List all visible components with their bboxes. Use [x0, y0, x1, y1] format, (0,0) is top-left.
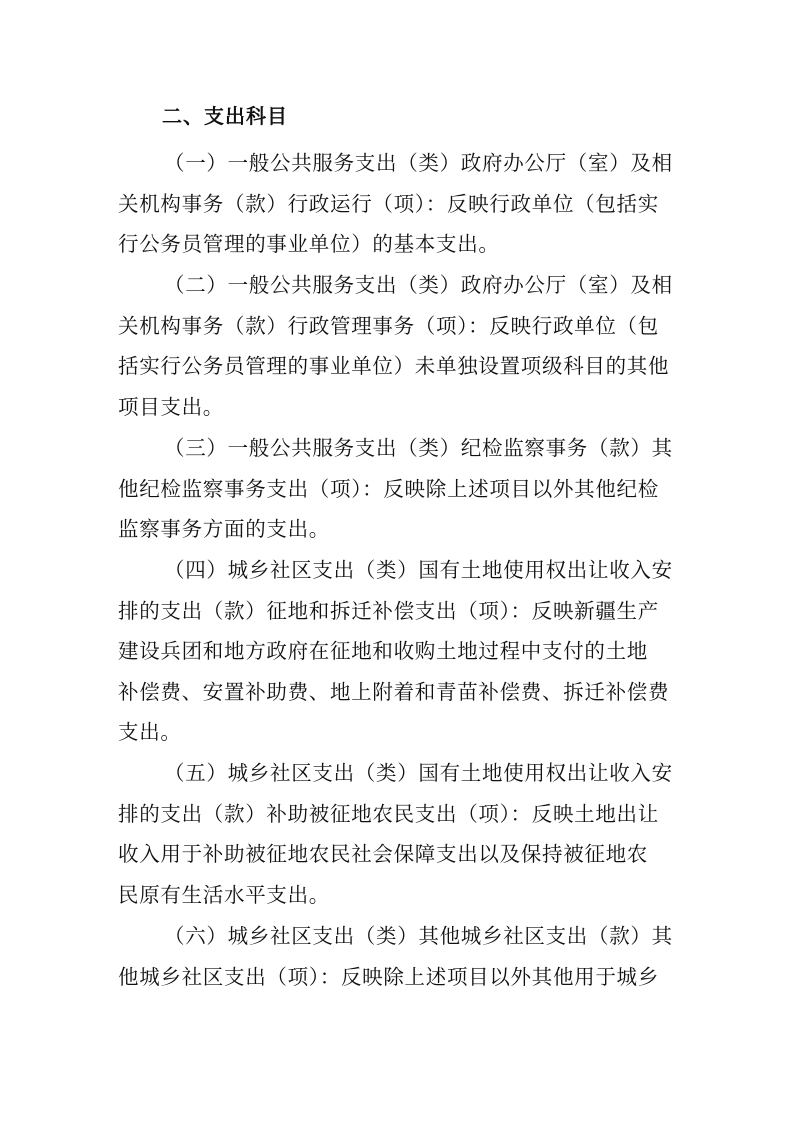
section-heading: 二、支出科目 [162, 104, 288, 128]
paragraph-line: 民原有生活水平支出。 [118, 882, 330, 907]
paragraph-item-6 [118, 916, 678, 997]
paragraph-item-1 [118, 143, 678, 265]
paragraph-line: （二）一般公共服务支出（类）政府办公厅（室）及相 [164, 273, 673, 297]
paragraph-line: 排的支出（款）补助被征地农民支出（项）：反映土地出让 [118, 801, 659, 826]
paragraph-line: （三）一般公共服务支出（类）纪检监察事务（款）其 [164, 436, 673, 460]
paragraph-item-2 [118, 265, 678, 427]
paragraph-line: 支出。 [118, 720, 182, 745]
paragraph-line: 项目支出。 [118, 394, 224, 419]
paragraph-line: 他城乡社区支出（项）：反映除上述项目以外其他用于城乡 [118, 964, 659, 989]
paragraph-line: （六）城乡社区支出（类）其他城乡社区支出（款）其 [164, 924, 673, 948]
paragraph-line: 补偿费、安置补助费、地上附着和青苗补偿费、拆迁补偿费 [118, 679, 670, 704]
paragraph-line: 括实行公务员管理的事业单位）未单独设置项级科目的其他 [118, 354, 670, 379]
paragraph-item-5 [118, 753, 678, 915]
paragraph-line: 关机构事务（款）行政管理事务（项）：反映行政单位（包 [118, 313, 659, 338]
paragraph-line: （一）一般公共服务支出（类）政府办公厅（室）及相 [164, 151, 673, 175]
paragraph-line: （五）城乡社区支出（类）国有土地使用权出让收入安 [164, 761, 673, 785]
paragraph-line: （四）城乡社区支出（类）国有土地使用权出让收入安 [164, 558, 673, 582]
paragraph-item-4 [118, 550, 678, 753]
paragraph-line: 监察事务方面的支出。 [118, 517, 330, 542]
paragraph-line: 关机构事务（款）行政运行（项）：反映行政单位（包括实 [118, 191, 659, 216]
paragraph-line: 排的支出（款）征地和拆迁补偿支出（项）：反映新疆生产 [118, 598, 659, 623]
paragraph-line: 行公务员管理的事业单位）的基本支出。 [118, 232, 500, 257]
paragraph-line: 收入用于补助被征地农民社会保障支出以及保持被征地农 [118, 842, 648, 867]
paragraph-item-3 [118, 428, 678, 550]
paragraph-line: 他纪检监察事务支出（项）：反映除上述项目以外其他纪检 [118, 476, 659, 501]
paragraph-line: 建设兵团和地方政府在征地和收购土地过程中支付的土地 [118, 639, 648, 664]
